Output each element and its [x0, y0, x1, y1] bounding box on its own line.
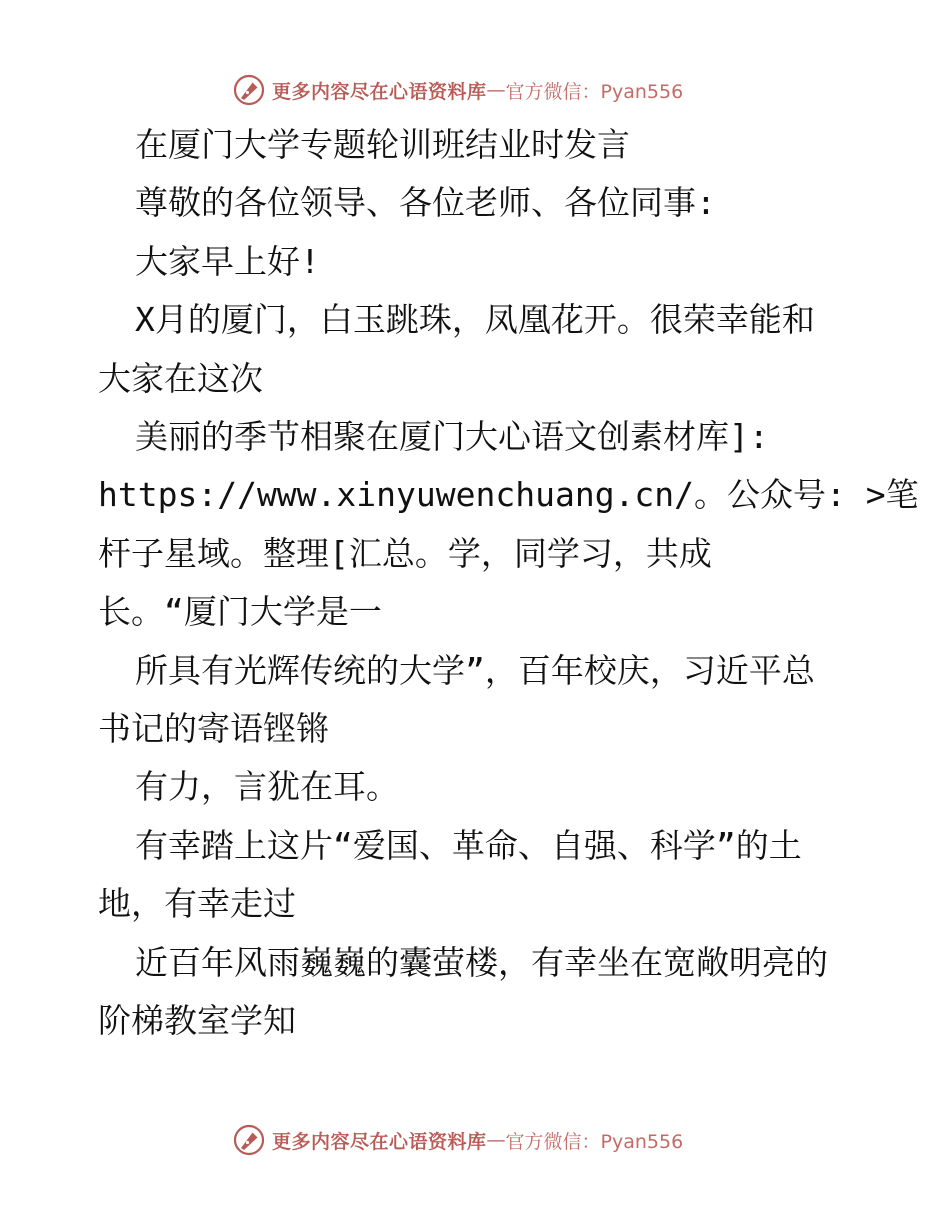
- paragraph-line: 有力，言犹在耳。: [135, 767, 399, 807]
- salutation: 尊敬的各位领导、各位老师、各位同事:: [135, 183, 716, 223]
- footer-separator: —: [486, 1129, 506, 1151]
- paragraph-line: X月的厦门，白玉跳珠，凤凰花开。很荣幸能和: [135, 300, 815, 340]
- header-brand-text: 更多内容尽在心语资料库: [272, 80, 487, 103]
- header-separator: —: [486, 79, 506, 101]
- footer-banner[interactable]: [232, 1120, 732, 1160]
- header-wechat-tag: 官方微信：Pyan556: [505, 80, 684, 103]
- pen-nib-icon: [232, 1123, 266, 1157]
- paragraph-line: 大家在这次: [98, 358, 263, 398]
- pen-nib-icon: [232, 73, 266, 107]
- paragraph-line: 所具有光辉传统的大学”，百年校庆，习近平总: [135, 650, 815, 690]
- footer-brand-text: 更多内容尽在心语资料库: [272, 1130, 487, 1153]
- paragraph-line: 杆子星域。整理[汇总。学，同学习，共成: [98, 533, 712, 573]
- document-title: 在厦门大学专题轮训班结业时发言: [135, 125, 630, 164]
- greeting: 大家早上好!: [135, 241, 320, 281]
- document-body: [98, 116, 919, 1051]
- paragraph-line: 地，有幸走过: [98, 884, 296, 924]
- paragraph-line: 书记的寄语铿锵: [98, 709, 329, 749]
- paragraph-line: 有幸踏上这片“爱国、革命、自强、科学”的土: [135, 825, 802, 865]
- paragraph-line: 美丽的季节相聚在厦门大心语文创素材库]:: [135, 417, 769, 457]
- paragraph-line: https://www.xinyuwenchuang.cn/。公众号: >笔: [98, 475, 919, 515]
- header-banner[interactable]: [232, 70, 732, 110]
- footer-wechat-tag: 官方微信：Pyan556: [505, 1130, 684, 1153]
- paragraph-line: 近百年风雨巍巍的囊萤楼，有幸坐在宽敞明亮的: [135, 942, 828, 982]
- paragraph-line: 长。“厦门大学是一: [98, 592, 382, 632]
- paragraph-line: 阶梯教室学知: [98, 1001, 296, 1041]
